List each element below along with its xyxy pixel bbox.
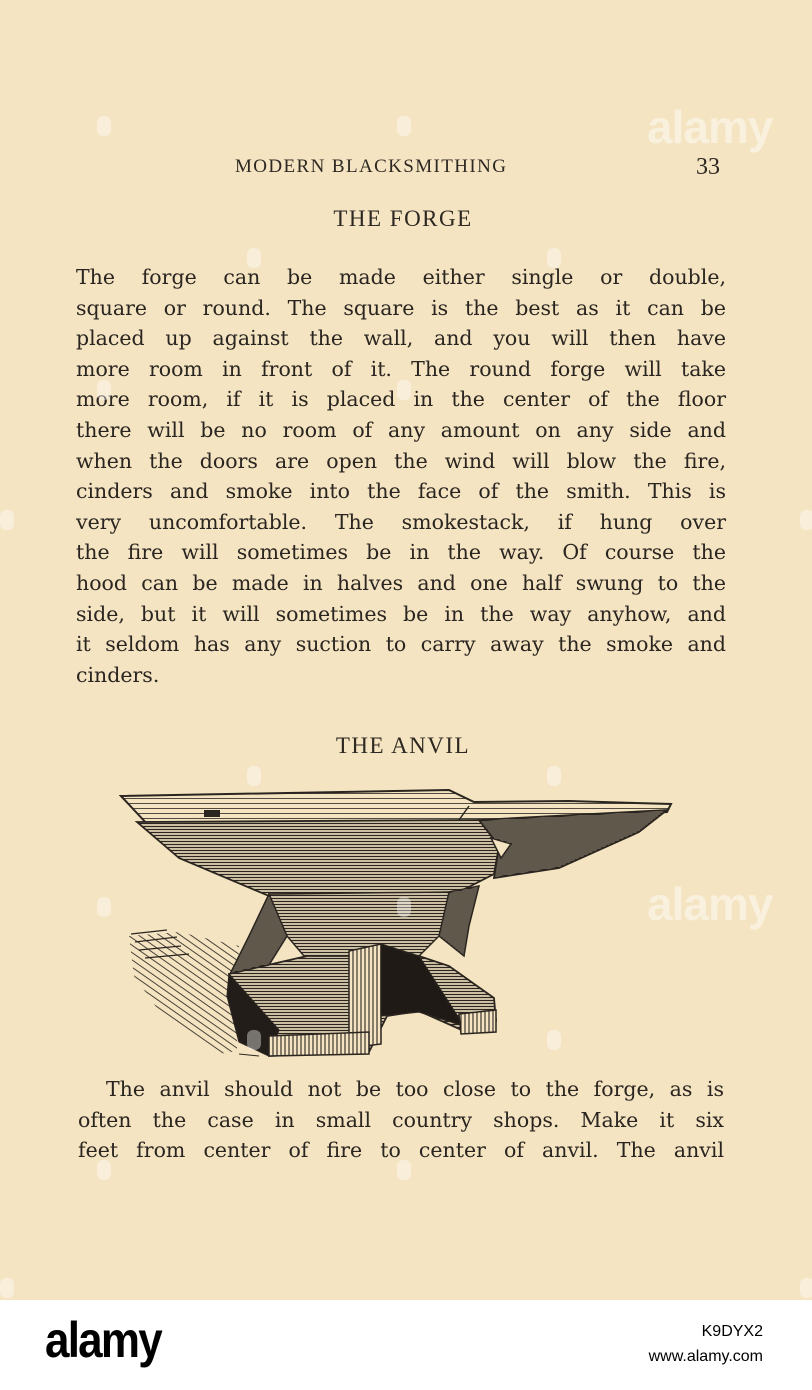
- section-title-forge: THE FORGE: [333, 206, 473, 231]
- text-line: the fire will sometimes be in the way. Of course the: [76, 540, 726, 565]
- watermark-dot: [397, 897, 411, 917]
- anvil-shadow: [129, 930, 239, 1054]
- watermark-dot: [397, 380, 411, 400]
- section-title-anvil: THE ANVIL: [335, 733, 471, 758]
- text-line: often the case in small country shops. Make it six: [78, 1107, 724, 1132]
- text-line: there will be no room of any amount on any side and: [76, 417, 726, 442]
- text-line: it seldom has any suction to carry away the smoke and: [76, 632, 726, 657]
- watermark-dot: [0, 1278, 14, 1298]
- watermark-dot: [547, 248, 561, 268]
- alamy-logo[interactable]: alamy: [45, 1312, 161, 1368]
- running-title: MODERN BLACKSMITHING: [235, 156, 508, 177]
- watermark-dot: [247, 248, 261, 268]
- watermark: alamy: [647, 878, 773, 930]
- text-line: very uncomfortable. The smokestack, if hung over: [76, 509, 726, 534]
- image-code: K9DYX2: [701, 1323, 763, 1340]
- anvil-illustration: [119, 786, 679, 1061]
- watermark: alamy: [647, 101, 773, 153]
- text-line: cinders.: [76, 662, 160, 687]
- watermark-dot: [247, 1030, 261, 1050]
- text-line: side, but it will sometimes be in the way anyhow, and: [76, 601, 726, 626]
- watermark-dot: [97, 1160, 111, 1180]
- text-line: The forge can be made either single or double,: [76, 265, 726, 289]
- page-number: 33: [696, 154, 720, 180]
- forge-paragraph: [76, 262, 726, 690]
- text-line: feet from center of fire to center of anvil. The anvil: [78, 1138, 724, 1163]
- watermark-dot: [0, 510, 14, 530]
- running-head: [0, 154, 812, 184]
- watermark-dot: [397, 1160, 411, 1180]
- site-link[interactable]: www.alamy.com: [648, 1348, 763, 1365]
- watermark-dot: [800, 1278, 812, 1298]
- text-line: cinders and smoke into the face of the smith. This is: [76, 479, 726, 504]
- stock-footer-bar: [0, 1300, 812, 1390]
- watermark-dot: [97, 897, 111, 917]
- anvil-paragraph: [78, 1074, 724, 1166]
- text-line: The anvil should not be too close to the forge, as is: [106, 1077, 724, 1101]
- text-line: hood can be made in halves and one half swung to the: [76, 570, 726, 595]
- text-line: square or round. The square is the best as it can be: [76, 295, 726, 320]
- watermark-dot: [97, 116, 111, 136]
- text-line: placed up against the wall, and you will then have: [76, 326, 726, 351]
- text-line: more room, if it is placed in the center of the floor: [76, 387, 726, 412]
- watermark-dot: [97, 380, 111, 400]
- watermark-dot: [800, 510, 812, 530]
- text-line: more room in front of it. The round forge will take: [76, 356, 726, 381]
- watermark-dot: [547, 766, 561, 786]
- watermark-dot: [397, 116, 411, 136]
- watermark-dot: [247, 766, 261, 786]
- watermark-dot: [547, 1030, 561, 1050]
- text-line: when the doors are open the wind will blow the fire,: [76, 448, 726, 473]
